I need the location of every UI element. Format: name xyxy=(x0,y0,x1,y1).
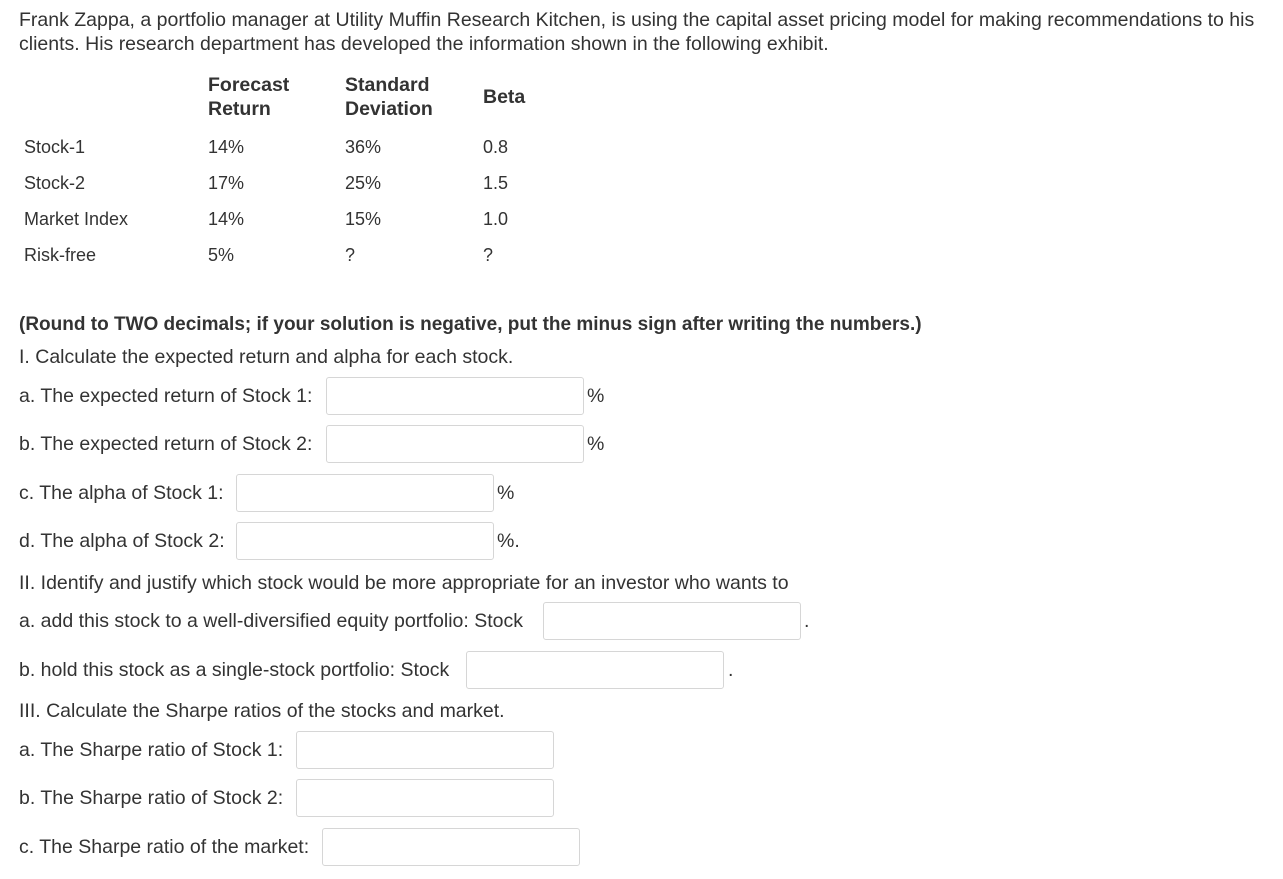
row-name: Stock-2 xyxy=(24,173,86,193)
row-beta: ? xyxy=(483,245,494,265)
percent-unit: % xyxy=(497,482,515,504)
header-deviation: Deviation xyxy=(345,98,433,120)
row-name: Market Index xyxy=(24,209,129,229)
diversified-portfolio-label: a. add this stock to a well-diversified equity portfolio: Stock xyxy=(19,610,523,632)
expected-return-stock1-input[interactable] xyxy=(326,377,584,415)
row-beta: 1.0 xyxy=(483,209,509,229)
single-stock-portfolio-label: b. hold this stock as a single-stock portfolio: Stock xyxy=(19,659,450,681)
row-name: Risk-free xyxy=(24,245,97,265)
row-name: Stock-1 xyxy=(24,137,86,157)
single-stock-portfolio-stock-input[interactable] xyxy=(466,651,724,689)
part1-heading: I. Calculate the expected return and alpha for each stock. xyxy=(19,346,514,368)
period: . xyxy=(804,610,810,632)
rounding-instruction: (Round to TWO decimals; if your solution is negative, put the minus sign after writing the numbers.) xyxy=(19,314,922,335)
sharpe-market-label: c. The Sharpe ratio of the market: xyxy=(19,836,310,858)
part3-heading: III. Calculate the Sharpe ratios of the stocks and market. xyxy=(19,700,505,722)
row-std-dev: 25% xyxy=(345,173,382,193)
alpha-stock2-input[interactable] xyxy=(236,522,494,560)
row-return: 14% xyxy=(208,209,245,229)
expected-return-stock2-label: b. The expected return of Stock 2: xyxy=(19,433,313,455)
expected-return-stock2-input[interactable] xyxy=(326,425,584,463)
header-forecast: Forecast xyxy=(208,74,290,96)
row-return: 5% xyxy=(208,245,235,265)
sharpe-market-input[interactable] xyxy=(322,828,580,866)
sharpe-stock1-input[interactable] xyxy=(296,731,554,769)
expected-return-stock1-label: a. The expected return of Stock 1: xyxy=(19,385,313,407)
row-beta: 0.8 xyxy=(483,137,509,157)
row-std-dev: 36% xyxy=(345,137,382,157)
row-return: 17% xyxy=(208,173,245,193)
sharpe-stock2-label: b. The Sharpe ratio of Stock 2: xyxy=(19,787,284,809)
row-beta: 1.5 xyxy=(483,173,509,193)
sharpe-stock2-input[interactable] xyxy=(296,779,554,817)
problem-intro: Frank Zappa, a portfolio manager at Utility Muffin Research Kitchen, is using the capital asset pricing model for making recommendations to his clients. His research department has developed the information shown in the following exhibit. xyxy=(19,9,1255,55)
header-beta: Beta xyxy=(483,86,526,108)
row-std-dev: ? xyxy=(345,245,356,265)
sharpe-stock1-label: a. The Sharpe ratio of Stock 1: xyxy=(19,739,284,761)
percent-unit: % xyxy=(587,433,605,455)
percent-unit: % xyxy=(587,385,605,407)
percent-unit: %. xyxy=(497,530,520,552)
row-return: 14% xyxy=(208,137,245,157)
diversified-portfolio-stock-input[interactable] xyxy=(543,602,801,640)
header-standard: Standard xyxy=(345,74,430,96)
alpha-stock1-input[interactable] xyxy=(236,474,494,512)
part2-heading: II. Identify and justify which stock would be more appropriate for an investor who wants to xyxy=(19,572,789,594)
alpha-stock2-label: d. The alpha of Stock 2: xyxy=(19,530,225,552)
alpha-stock1-label: c. The alpha of Stock 1: xyxy=(19,482,224,504)
row-std-dev: 15% xyxy=(345,209,382,229)
period: . xyxy=(728,659,734,681)
header-return: Return xyxy=(208,98,271,120)
